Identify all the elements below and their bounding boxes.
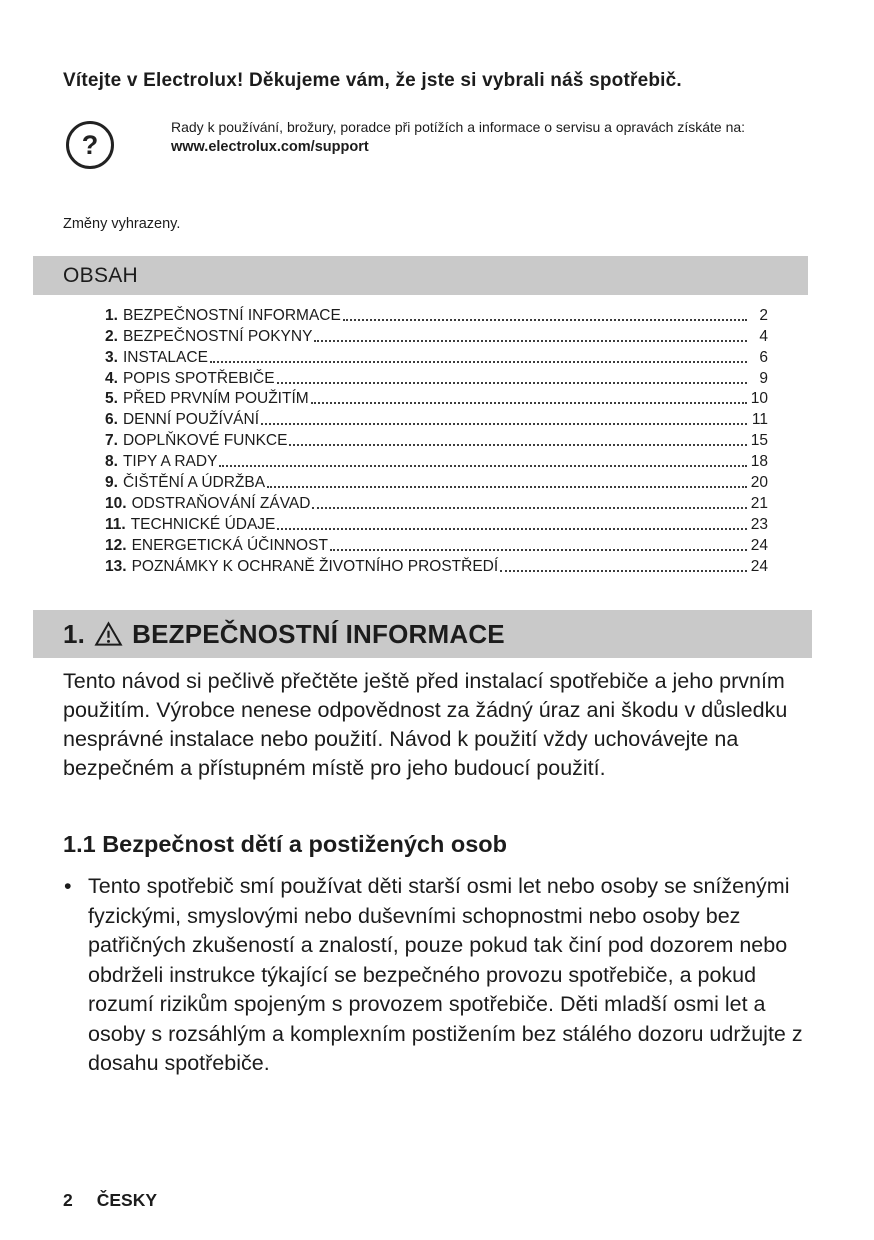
toc-dot-leader bbox=[277, 528, 747, 530]
toc-entry-page: 2 bbox=[759, 306, 768, 324]
toc-dot-leader bbox=[210, 361, 747, 363]
toc-entry-page: 10 bbox=[750, 390, 768, 408]
toc-entry-number: 4. bbox=[105, 369, 118, 387]
toc-entry-number: 6. bbox=[105, 411, 118, 429]
toc-entry-page: 6 bbox=[759, 348, 768, 366]
toc-entry-page: 9 bbox=[759, 369, 768, 387]
toc-dot-leader bbox=[267, 486, 747, 488]
toc-entry-page: 4 bbox=[759, 327, 768, 345]
toc-entry-title: POZNÁMKY K OCHRANĚ ŽIVOTNÍHO PROSTŘEDÍ bbox=[131, 557, 499, 575]
toc-entry-title: PŘED PRVNÍM POUŽITÍM bbox=[122, 390, 309, 408]
toc-entry-page: 20 bbox=[750, 474, 768, 492]
support-info-block bbox=[66, 118, 799, 169]
question-mark-glyph: ? bbox=[81, 129, 99, 160]
toc-dot-leader bbox=[500, 570, 747, 572]
page-footer bbox=[63, 1190, 157, 1211]
toc-dot-leader bbox=[277, 382, 747, 384]
toc-entry[interactable] bbox=[105, 513, 768, 534]
toc-entry-page: 23 bbox=[750, 515, 768, 533]
support-text: Rady k používání, brožury, poradce při potížích a informace o servisu a opravách získáte na: bbox=[171, 119, 746, 135]
toc-entry[interactable] bbox=[105, 450, 768, 471]
toc-entry-number: 7. bbox=[105, 432, 118, 450]
toc-entry[interactable] bbox=[105, 429, 768, 450]
toc-dot-leader bbox=[289, 444, 747, 446]
toc-entry-title: TIPY A RADY bbox=[122, 453, 218, 471]
toc-entry-number: 1. bbox=[105, 306, 118, 324]
toc-list bbox=[105, 304, 768, 576]
toc-entry-number: 3. bbox=[105, 348, 118, 366]
toc-entry[interactable] bbox=[105, 388, 768, 409]
toc-entry-number: 8. bbox=[105, 453, 118, 471]
footer-language: ČESKY bbox=[96, 1190, 158, 1210]
toc-heading: OBSAH bbox=[63, 263, 139, 287]
safety-bullet-list bbox=[64, 872, 814, 1079]
toc-entry-title: INSTALACE bbox=[122, 348, 208, 366]
footer-page-number: 2 bbox=[63, 1190, 73, 1210]
toc-entry-title: ENERGETICKÁ ÚČINNOST bbox=[131, 536, 328, 554]
toc-dot-leader bbox=[330, 549, 747, 551]
toc-entry-page: 15 bbox=[750, 432, 768, 450]
toc-entry[interactable] bbox=[105, 304, 768, 325]
toc-entry-page: 24 bbox=[750, 557, 768, 575]
toc-entry-page: 24 bbox=[750, 536, 768, 554]
toc-dot-leader bbox=[312, 507, 747, 509]
support-text-block bbox=[171, 118, 799, 169]
toc-entry-number: 11. bbox=[105, 515, 126, 533]
toc-dot-leader bbox=[314, 340, 747, 342]
warning-icon bbox=[94, 621, 123, 647]
section-title: BEZPEČNOSTNÍ INFORMACE bbox=[132, 618, 505, 649]
toc-entry[interactable] bbox=[105, 408, 768, 429]
toc-entry-title: BEZPEČNOSTNÍ POKYNY bbox=[122, 327, 313, 345]
toc-entry[interactable] bbox=[105, 325, 768, 346]
toc-dot-leader bbox=[219, 465, 747, 467]
subsection-title: 1.1 Bezpečnost dětí a postižených osob bbox=[63, 831, 507, 857]
toc-entry-number: 13. bbox=[105, 557, 127, 575]
toc-dot-leader bbox=[311, 402, 747, 404]
toc-entry-title: ČIŠTĚNÍ A ÚDRŽBA bbox=[122, 474, 266, 492]
section-intro-paragraph: Tento návod si pečlivě přečtěte ještě před instalací spotřebiče a jeho prvním použitím. Výrobce nenese odpovědnost za žádný úraz ani škodu v důsledku nesprávné instalace nebo použití. Návod k použití vždy uchovávejte na bezpečném a přístupném místě pro jeho budoucí použití. bbox=[63, 669, 788, 780]
section-1-heading-bar bbox=[33, 610, 812, 658]
toc-entry-title: DOPLŇKOVÉ FUNKCE bbox=[122, 432, 288, 450]
changes-reserved-note: Změny vyhrazeny. bbox=[63, 216, 181, 232]
toc-entry-title: POPIS SPOTŘEBIČE bbox=[122, 369, 275, 387]
toc-entry[interactable] bbox=[105, 346, 768, 367]
toc-entry-page: 11 bbox=[751, 411, 768, 429]
bullet-text: Tento spotřebič smí používat děti starší osmi let nebo osoby se sníženými fyzickými, smyslovými nebo duševními schopnostmi nebo osoby bez patřičných zkušeností a znalostí, pouze pokud tak činí pod dozorem nebo obdrželi instrukce týkající se bezpečného provozu spotřebiče, a pokud rozumí rizikům spojeným s provozem spotřebiče. Děti mladší osmi let a osoby s rozsáhlým a komplexním postižením bez stálého dozoru udržujte z dosahu spotřebiče. bbox=[88, 874, 803, 1075]
toc-entry-title: ODSTRAŇOVÁNÍ ZÁVAD bbox=[131, 494, 311, 512]
toc-entry-number: 10. bbox=[105, 494, 127, 512]
toc-entry-number: 12. bbox=[105, 536, 127, 554]
toc-entry-title: TECHNICKÉ ÚDAJE bbox=[130, 515, 276, 533]
toc-dot-leader bbox=[261, 423, 747, 425]
toc-entry[interactable] bbox=[105, 471, 768, 492]
toc-entry-title: BEZPEČNOSTNÍ INFORMACE bbox=[122, 306, 341, 324]
list-item bbox=[64, 872, 814, 1079]
toc-entry-page: 18 bbox=[750, 453, 768, 471]
toc-entry-page: 21 bbox=[750, 494, 768, 512]
welcome-title: Vítejte v Electrolux! Děkujeme vám, že jste si vybrali náš spotřebič. bbox=[63, 70, 682, 91]
toc-entry[interactable] bbox=[105, 367, 768, 388]
toc-entry-number: 5. bbox=[105, 390, 118, 408]
toc-dot-leader bbox=[343, 319, 747, 321]
support-link[interactable]: www.electrolux.com/support bbox=[171, 138, 369, 155]
toc-entry[interactable] bbox=[105, 534, 768, 555]
help-icon bbox=[66, 121, 114, 169]
toc-heading-bar bbox=[33, 256, 808, 295]
toc-entry[interactable] bbox=[105, 555, 768, 576]
toc-entry-number: 9. bbox=[105, 474, 118, 492]
section-number: 1. bbox=[63, 618, 86, 649]
toc-entry[interactable] bbox=[105, 492, 768, 513]
bullet-icon: • bbox=[64, 874, 72, 898]
toc-entry-number: 2. bbox=[105, 327, 118, 345]
toc-entry-title: DENNÍ POUŽÍVÁNÍ bbox=[122, 411, 260, 429]
